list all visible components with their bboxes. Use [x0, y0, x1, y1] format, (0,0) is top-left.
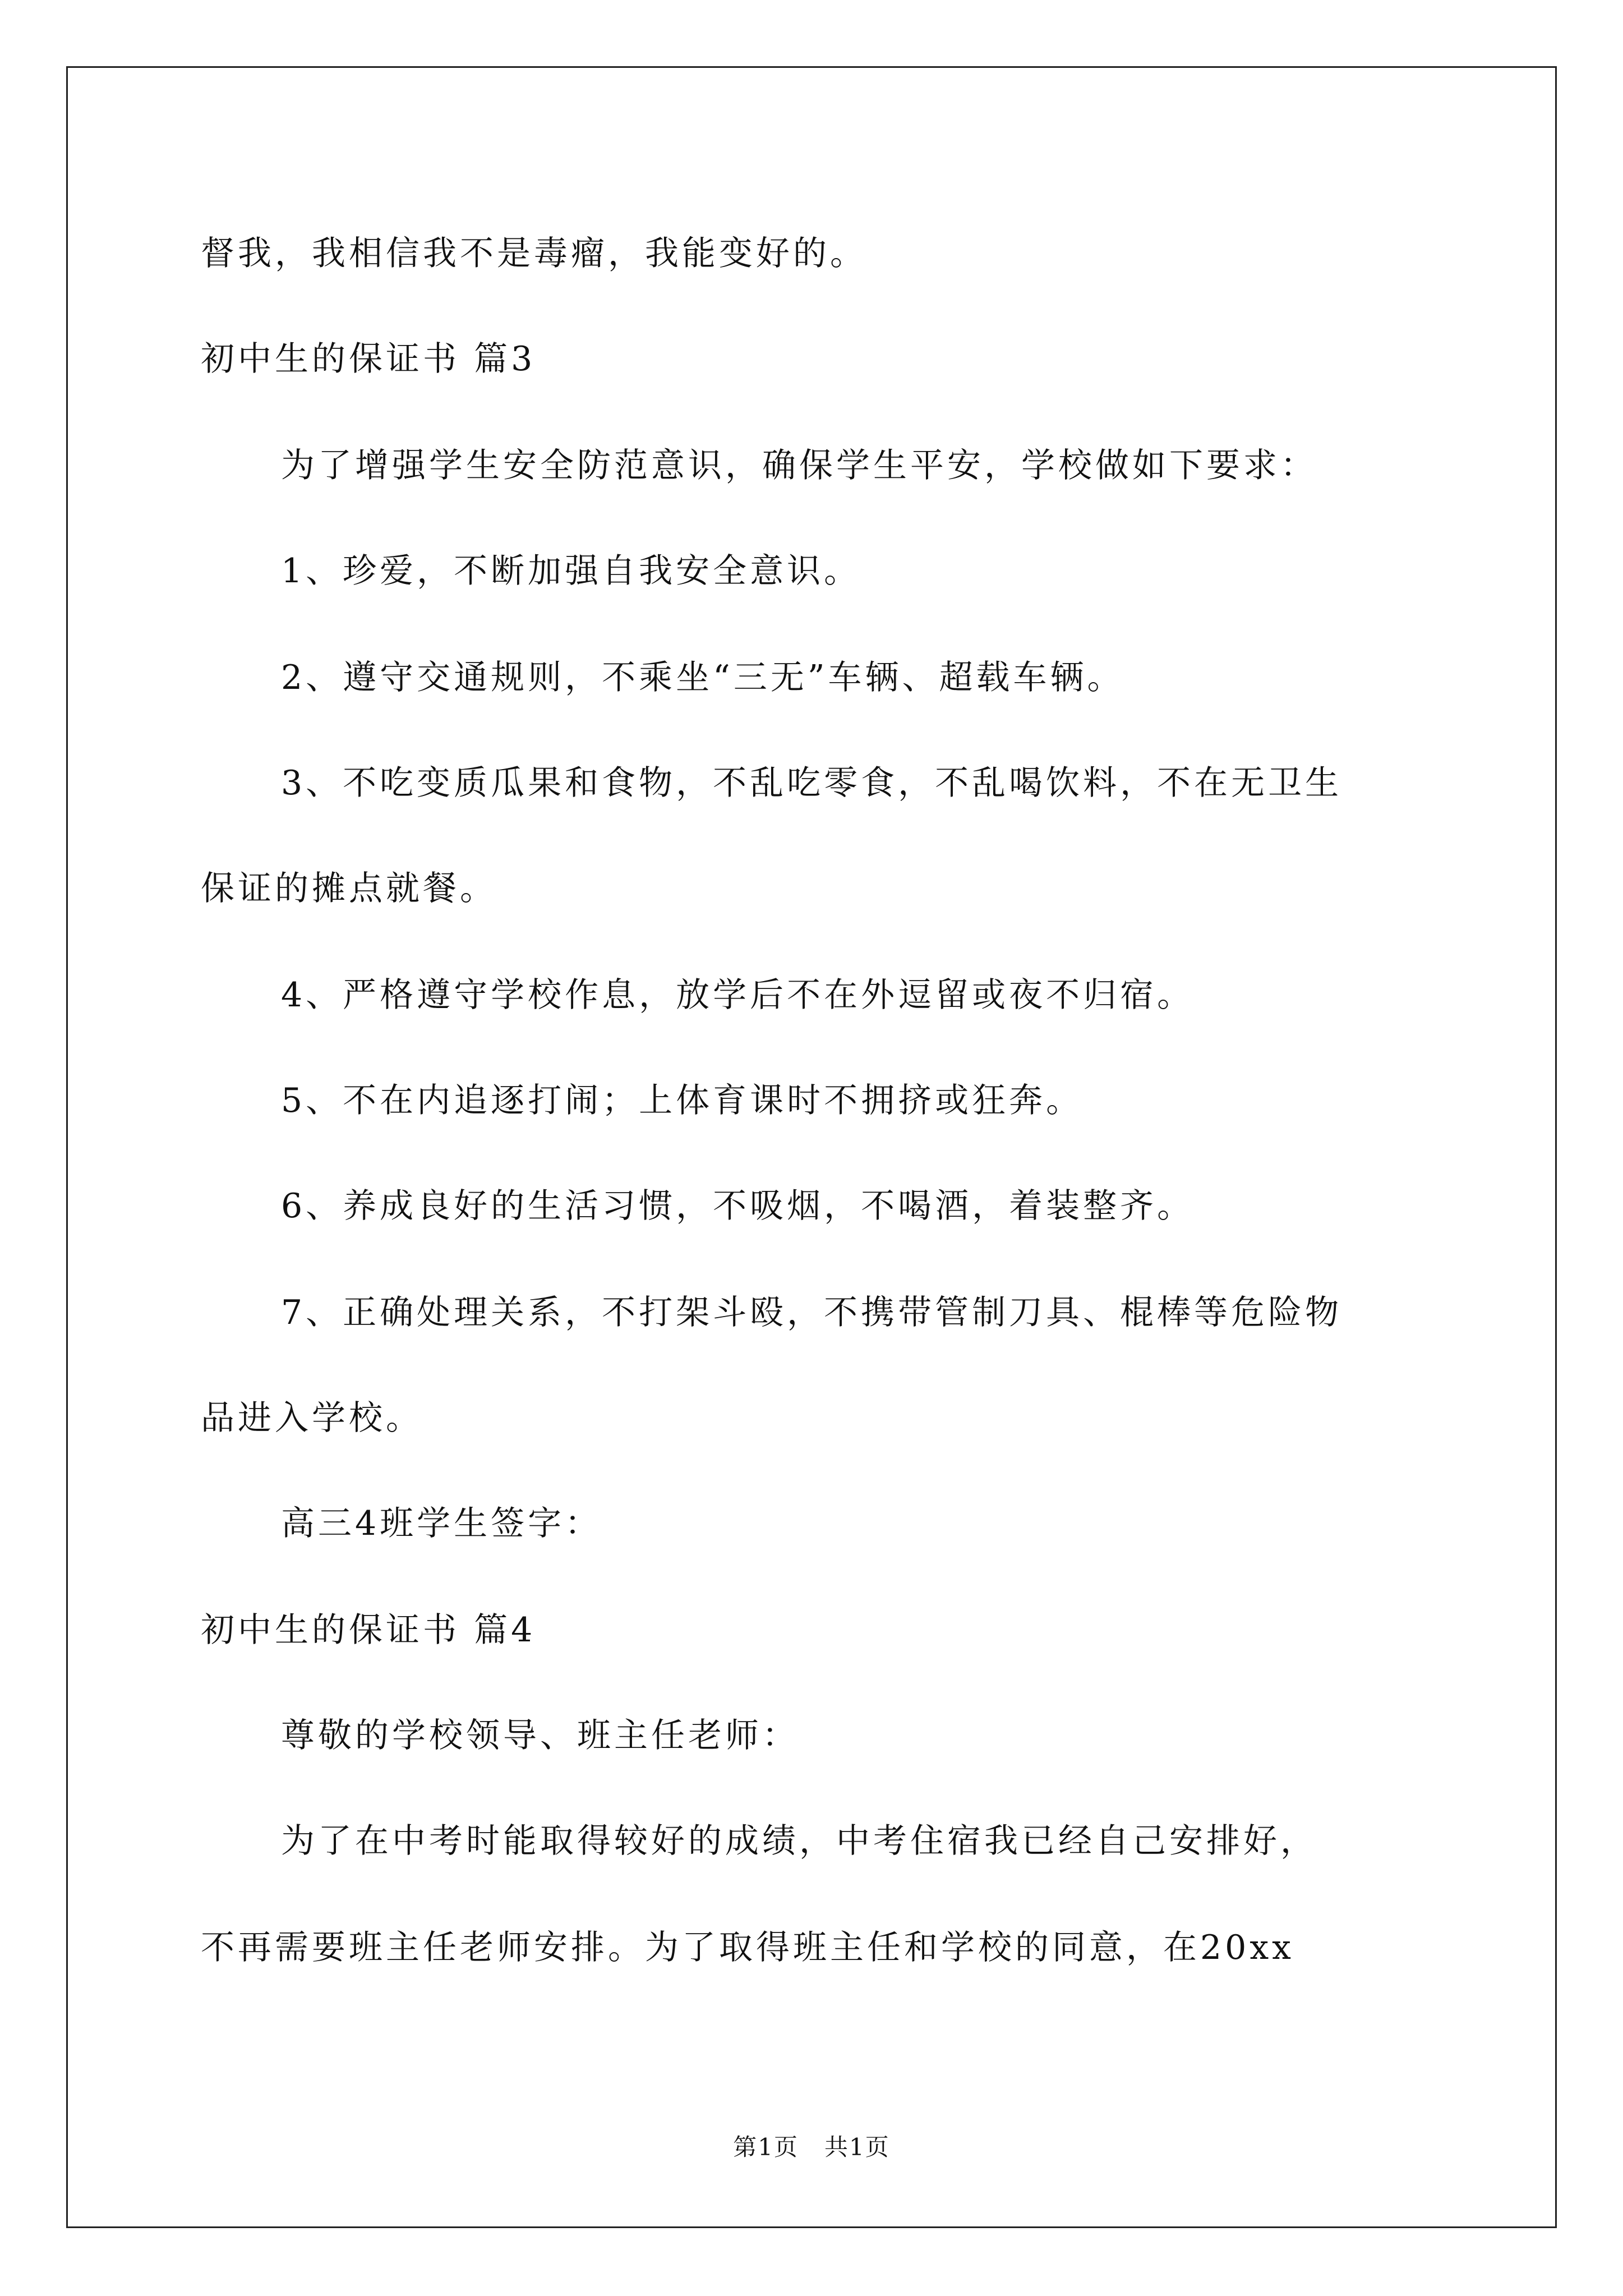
section-heading: 初中生的保证书 篇4 [201, 1611, 536, 1650]
list-item: 7、正确处理关系，不打架斗殴，不携带管制刀具、棍棒等危险物 [281, 1293, 1343, 1332]
list-item: 1、珍爱，不断加强自我安全意识。 [281, 551, 861, 591]
body-text-line: 为了在中考时能取得较好的成绩，中考住宿我已经自己安排好， [281, 1821, 1317, 1861]
signature-line: 高三4班学生签字： [281, 1504, 602, 1543]
page-border [66, 66, 1557, 2228]
list-item: 4、严格遵守学校作息，放学后不在外逗留或夜不归宿。 [281, 976, 1195, 1015]
list-item-continuation: 品进入学校。 [201, 1398, 423, 1438]
list-item: 2、遵守交通规则，不乘坐“三无”车辆、超载车辆。 [281, 658, 1124, 697]
section-heading: 初中生的保证书 篇3 [201, 339, 536, 379]
list-item: 5、不在内追逐打闹；上体育课时不拥挤或狂奔。 [281, 1081, 1083, 1120]
list-item: 6、养成良好的生活习惯，不吸烟，不喝酒，着装整齐。 [281, 1186, 1195, 1226]
body-text-line: 不再需要班主任老师安排。为了取得班主任和学校的同意，在20xx [201, 1928, 1295, 1967]
body-text-line: 督我，我相信我不是毒瘤，我能变好的。 [201, 234, 867, 273]
list-item: 3、不吃变质瓜果和食物，不乱吃零食，不乱喝饮料，不在无卫生 [281, 763, 1343, 803]
body-text-line: 为了增强学生安全防范意识，确保学生平安，学校做如下要求： [281, 446, 1317, 485]
list-item-continuation: 保证的摊点就餐。 [201, 869, 497, 908]
page-number-footer: 第1页 共1页 [733, 2133, 890, 2161]
salutation: 尊敬的学校领导、班主任老师： [281, 1716, 799, 1755]
